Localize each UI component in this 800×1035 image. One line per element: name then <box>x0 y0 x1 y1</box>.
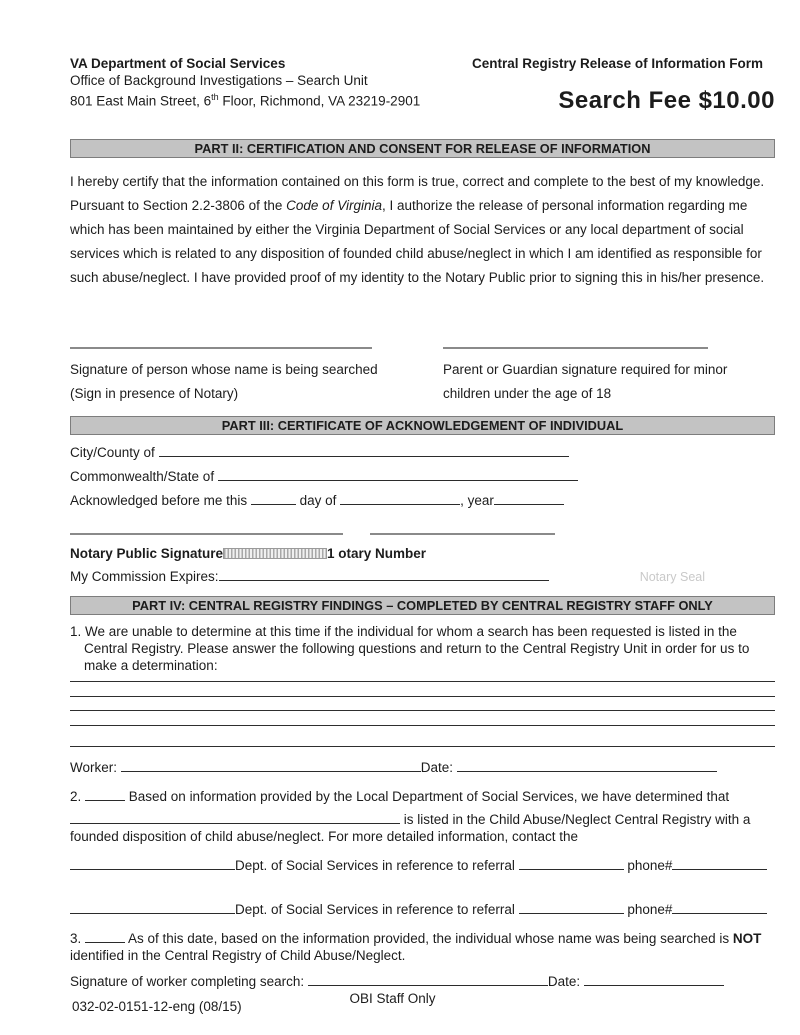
address-line: 801 East Main Street, 6th Floor, Richmond, VA 23219-2901 <box>70 92 421 109</box>
notary-signature-line[interactable] <box>70 533 343 535</box>
form-number: 032-02-0151-12-eng (08/15) <box>72 999 242 1014</box>
finding-item-2-continuation: is listed in the Child Abuse/Neglect Central Registry with a founded disposition of child abuse/neglect. For more detailed information, contact the <box>70 811 751 844</box>
dept-label: Dept. of Social Services in reference to referral <box>235 857 519 873</box>
referral-blank[interactable] <box>519 901 624 914</box>
notary-signature-lines <box>70 533 775 535</box>
notary-labels-row <box>70 545 775 562</box>
search-fee: Search Fee $10.00 <box>558 87 775 114</box>
date-label: Date: <box>547 973 584 989</box>
item3-check-blank[interactable] <box>85 930 125 943</box>
part4-header-bar: PART IV: CENTRAL REGISTRY FINDINGS – COMPLETED BY CENTRAL REGISTRY STAFF ONLY <box>70 596 775 615</box>
year-label: , year <box>460 493 494 508</box>
referral-blank[interactable] <box>519 857 624 870</box>
finding-item-2: 2. Based on information provided by the Local Department of Social Services, we have determined that <box>70 788 730 804</box>
month-blank[interactable] <box>340 492 460 505</box>
write-in-line[interactable] <box>70 681 775 682</box>
worker-date-row <box>70 759 775 776</box>
header-left <box>70 56 420 115</box>
city-county-row <box>70 444 775 461</box>
searched-person-signature-line[interactable] <box>70 347 372 349</box>
form-title: Central Registry Release of Information Form <box>472 56 764 71</box>
commission-expires-blank[interactable] <box>219 568 549 581</box>
parent-guardian-signature-line[interactable] <box>443 347 708 349</box>
code-of-virginia-citation: Code of Virginia <box>286 198 382 213</box>
phone-blank[interactable] <box>672 857 767 870</box>
worker-sig-date-blank[interactable] <box>584 973 724 986</box>
header-right <box>465 56 775 115</box>
notary-number-line[interactable] <box>370 533 555 535</box>
worker-label: Worker: <box>70 759 121 775</box>
agency-name: VA Department of Social Services <box>70 56 286 71</box>
commonwealth-state-label: Commonwealth/State of <box>70 469 218 484</box>
dept-name-blank[interactable] <box>70 901 235 914</box>
worker-signature-row <box>70 973 775 990</box>
write-in-line[interactable] <box>70 725 775 726</box>
worker-signature-label: Signature of worker completing search: <box>70 973 308 989</box>
dept-referral-row-2 <box>70 901 775 918</box>
obi-staff-only-label: OBI Staff Only <box>349 990 436 1006</box>
parent-guardian-signature-label: Parent or Guardian signature required for minor children under the age of 18 <box>443 362 728 401</box>
not-emphasis: NOT <box>732 930 762 946</box>
date-blank[interactable] <box>457 759 717 772</box>
year-blank[interactable] <box>494 492 564 505</box>
part2-header-bar: PART II: CERTIFICATION AND CONSENT FOR RELEASE OF INFORMATION <box>70 139 775 158</box>
certification-paragraph: I hereby certify that the information contained on this form is true, correct and complete to the best of my knowledge. Pursuant to Section 2.2-3806 of the Code of Virginia, I authorize the release of personal information regarding me which has been maintained by either the Virginia Department of Social Services or any local department of social services which is related to any disposition of founded child abuse/neglect in which I am identified as responsible for such abuse/neglect. I have provided proof of my identity to the Notary Public prior to signing this in his/her presence. <box>70 174 765 285</box>
determination-write-in-area <box>70 681 775 747</box>
office-line: Office of Background Investigations – Search Unit <box>70 72 368 88</box>
item3-number: 3. <box>70 930 86 946</box>
signature-col-left <box>70 347 443 406</box>
phone-blank[interactable] <box>672 901 767 914</box>
phone-label: phone# <box>623 901 673 917</box>
signature-col-right <box>443 347 775 406</box>
signature-row <box>70 347 775 406</box>
notary-signature-label: Notary Public Signature <box>70 546 224 561</box>
item1-number: 1. <box>70 624 86 639</box>
dept-referral-row-1 <box>70 857 775 874</box>
day-blank[interactable] <box>251 492 296 505</box>
worker-blank[interactable] <box>121 759 421 772</box>
dept-label: Dept. of Social Services in reference to referral <box>235 901 519 917</box>
finding-item-3: 3. As of this date, based on the information provided, the individual whose name was being searched is NOT identified in the Central Registry of Child Abuse/Neglect. <box>70 930 762 963</box>
form-content <box>70 56 775 1007</box>
write-in-line[interactable] <box>70 746 775 747</box>
finding-item-1: 1. We are unable to determine at this time if the individual for whom a search has been requested is listed in the Central Registry. Please answer the following questions and return to the Central Registry Unit in order for us to make a determination: <box>70 624 750 673</box>
notary-seal-placeholder: Notary Seal <box>639 570 705 584</box>
commonwealth-state-row <box>70 468 775 485</box>
day-of-label: day of <box>295 493 341 508</box>
commission-expires-label: My Commission Expires: <box>70 569 219 584</box>
item2-check-blank[interactable] <box>85 788 125 801</box>
date-label: Date: <box>420 759 457 775</box>
notary-number-label: 1 otary Number <box>327 546 427 561</box>
worker-signature-blank[interactable] <box>308 973 548 986</box>
commonwealth-state-blank[interactable] <box>218 468 578 481</box>
phone-label: phone# <box>623 857 673 873</box>
commission-row <box>70 568 775 586</box>
write-in-line[interactable] <box>70 696 775 697</box>
listed-name-blank[interactable] <box>70 811 400 824</box>
searched-person-signature-label: Signature of person whose name is being searched (Sign in presence of Notary) <box>70 362 378 401</box>
dept-name-blank[interactable] <box>70 857 235 870</box>
striped-artifact-box <box>223 548 327 559</box>
acknowledged-row <box>70 492 775 509</box>
acknowledged-label: Acknowledged before me this <box>70 493 251 508</box>
write-in-line[interactable] <box>70 710 775 711</box>
city-county-blank[interactable] <box>159 444 569 457</box>
city-county-label: City/County of <box>70 445 159 460</box>
item2-number: 2. <box>70 788 86 804</box>
form-header <box>70 56 775 115</box>
part3-header-bar: PART III: CERTIFICATE OF ACKNOWLEDGEMENT OF INDIVIDUAL <box>70 416 775 435</box>
